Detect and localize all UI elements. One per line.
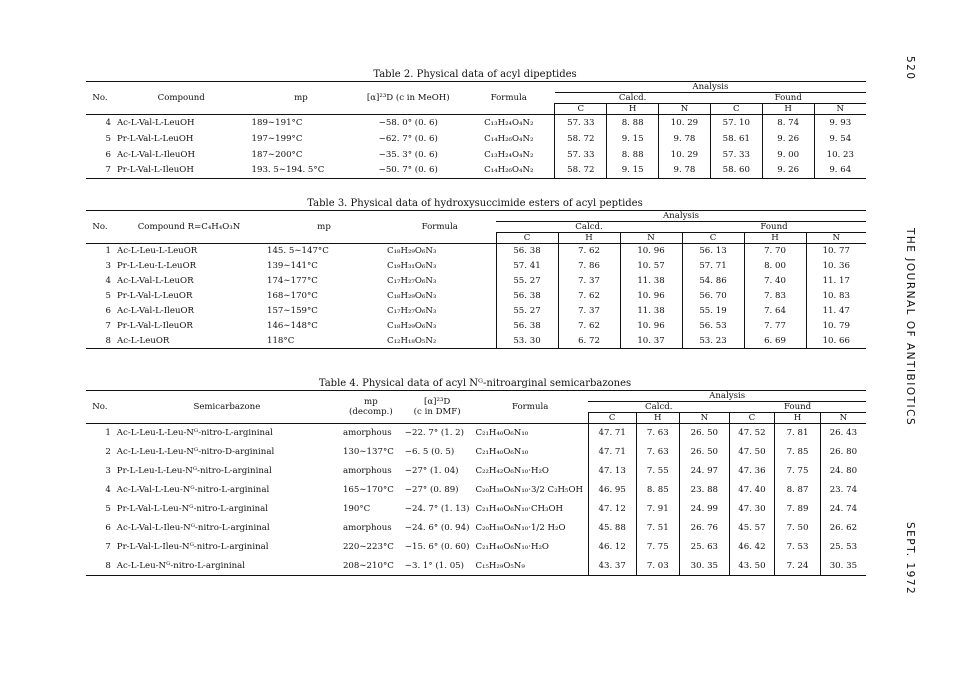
cell-mp: 145. 5∼147°C — [264, 244, 384, 259]
cell-rotation: −24. 6° (0. 94) — [404, 523, 470, 533]
col-header-rotation — [402, 391, 473, 424]
cell-rotation: −58. 0° (0. 6) — [353, 115, 463, 131]
cell-mp: 197∼199°C — [251, 133, 303, 144]
cell-no: 1 — [86, 244, 114, 259]
cell-found-h: 7. 83 — [744, 289, 806, 304]
table2 — [86, 81, 866, 179]
cell-calc-n: 10. 96 — [620, 319, 682, 334]
cell-found-c: 47. 36 — [729, 462, 775, 481]
cell-formula: C₂₁H₄₀O₆N₁₀·CH₃OH — [475, 504, 564, 514]
cell-no: 4 — [105, 485, 111, 495]
cell-calc-c: 56. 38 — [496, 289, 558, 304]
cell-compound: Ac-L-Leu-L-Leu-Nᴳ-nitro-D-argininal — [116, 447, 275, 457]
cell-no: 6 — [105, 149, 111, 160]
cell-found-c: 47. 30 — [729, 500, 775, 519]
cell-found-n: 24. 80 — [820, 462, 866, 481]
mp-sub-label: (decomp.) — [349, 407, 393, 417]
col-header-mp: mp — [249, 82, 354, 115]
cell-found-n: 9. 93 — [814, 115, 866, 131]
cell-calc-h: 7. 86 — [558, 259, 620, 274]
cell-formula: C₁₄H₂₆O₄N₂ — [463, 163, 555, 179]
table2-caption: Table 2. Physical data of acyl dipeptides — [373, 69, 577, 80]
cell-found-c: 47. 52 — [729, 424, 775, 443]
cell-found-n: 10. 23 — [814, 147, 866, 163]
cell-found-h: 7. 40 — [744, 274, 806, 289]
cell-mp: 146∼148°C — [267, 321, 318, 331]
cell-formula: C₁₃H₂₄O₄N₂ — [463, 115, 555, 131]
cell-found-h: 7. 50 — [775, 519, 821, 538]
cell-found-h: 7. 64 — [744, 304, 806, 319]
cell-calc-c: 55. 27 — [496, 274, 558, 289]
cell-formula: C₁₅H₂₉O₅N₉ — [472, 557, 588, 576]
table-row — [86, 289, 866, 304]
cell-rotation: −27° (0. 89) — [404, 485, 459, 495]
cell-calc-n: 11. 38 — [620, 274, 682, 289]
table4-caption: Table 4. Physical data of acyl Nᴳ-nitroarginal semicarbazones — [318, 378, 632, 389]
col-header-calc-c: C — [555, 104, 607, 115]
cell-no: 7 — [105, 542, 111, 552]
cell-calc-h: 7. 62 — [558, 289, 620, 304]
cell-calc-h: 7. 03 — [636, 557, 680, 576]
col-header-rotation: [α]²³D (c in MeOH) — [353, 82, 463, 115]
col-header-formula: Formula — [463, 82, 555, 115]
cell-mp: amorphous — [342, 523, 392, 533]
cell-calc-h: 7. 75 — [636, 538, 680, 557]
col-header-found: Found — [729, 402, 866, 413]
cell-calc-c: 46. 12 — [588, 538, 636, 557]
cell-mp: amorphous — [340, 424, 402, 443]
col-header-calcd: Calcd. — [555, 93, 711, 104]
col-header-no: No. — [86, 82, 114, 115]
table-row — [86, 538, 866, 557]
cell-mp: 190°C — [342, 504, 371, 514]
journal-name: THE JOURNAL OF ANTIBIOTICS — [904, 228, 916, 427]
cell-rotation: −15. 6° (0. 60) — [404, 542, 470, 552]
cell-calc-c: 58. 72 — [555, 163, 607, 179]
cell-calc-n: 10. 57 — [620, 259, 682, 274]
cell-rotation: −6. 5 (0. 5) — [404, 447, 455, 457]
cell-calc-n: 11. 38 — [620, 304, 682, 319]
cell-calc-c: 46. 95 — [588, 481, 636, 500]
cell-found-n: 9. 64 — [814, 163, 866, 179]
col-header-calc-c: C — [496, 233, 558, 244]
cell-calc-c: 55. 27 — [496, 304, 558, 319]
cell-compound: Ac-L-Val-L-Ileu-Nᴳ-nitro-L-argininal — [116, 523, 270, 533]
cell-no: 3 — [105, 466, 111, 476]
rotation-label: [α]²³D — [423, 397, 451, 407]
col-header-found-h: H — [775, 413, 821, 424]
table-row — [86, 131, 866, 147]
cell-calc-h: 8. 88 — [607, 115, 659, 131]
cell-rotation: −3. 1° (1. 05) — [402, 557, 473, 576]
cell-found-n: 10. 83 — [806, 289, 866, 304]
cell-formula: C₂₁H₄₀O₆N₁₀ — [472, 424, 588, 443]
cell-found-c: 47. 40 — [729, 481, 775, 500]
cell-calc-n: 26. 76 — [680, 519, 730, 538]
cell-calc-h: 7. 91 — [636, 500, 680, 519]
cell-no: 2 — [105, 447, 111, 457]
cell-compound: Pr-L-Leu-L-LeuOR — [117, 261, 197, 271]
cell-formula: C₂₂H₄₂O₆N₁₀·H₂O — [475, 466, 549, 476]
cell-no: 8 — [86, 334, 114, 349]
cell-mp: 189∼191°C — [249, 115, 354, 131]
cell-calc-c: 45. 88 — [588, 519, 636, 538]
cell-compound: Pr-L-Val-L-LeuOR — [117, 291, 193, 301]
cell-found-h: 7. 81 — [775, 424, 821, 443]
table-row — [86, 319, 866, 334]
cell-calc-n: 9. 78 — [659, 163, 711, 179]
cell-mp: 208∼210°C — [340, 557, 402, 576]
cell-calc-h: 8. 85 — [636, 481, 680, 500]
cell-compound: Ac-L-Val-L-IleuOR — [117, 306, 194, 316]
col-header-calc-n: N — [680, 413, 730, 424]
cell-found-n: 25. 53 — [820, 538, 866, 557]
table3 — [86, 210, 866, 349]
col-header-mp — [340, 391, 402, 424]
cell-mp: 118°C — [264, 334, 384, 349]
col-header-formula: Formula — [384, 211, 496, 244]
table-row — [86, 462, 866, 481]
cell-found-c: 56. 13 — [682, 244, 744, 259]
cell-found-n: 9. 54 — [814, 131, 866, 147]
rotation-sub-label: (c in DMF) — [413, 407, 461, 417]
cell-found-h: 7. 24 — [775, 557, 821, 576]
cell-calc-c: 57. 33 — [555, 115, 607, 131]
cell-found-c: 58. 61 — [710, 131, 762, 147]
cell-found-h: 7. 89 — [775, 500, 821, 519]
cell-no: 7 — [86, 163, 114, 179]
cell-mp: 157∼159°C — [267, 306, 318, 316]
cell-rotation: −62. 7° (0. 6) — [378, 133, 438, 144]
cell-calc-h: 7. 51 — [636, 519, 680, 538]
cell-found-h: 7. 77 — [744, 319, 806, 334]
cell-mp: 220∼223°C — [342, 542, 394, 552]
cell-calc-h: 7. 63 — [636, 443, 680, 462]
cell-calc-n: 23. 88 — [680, 481, 730, 500]
cell-compound: Ac-L-Val-L-IleuOH — [116, 149, 195, 160]
cell-calc-h: 7. 63 — [636, 424, 680, 443]
cell-compound: Pr-L-Val-L-Leu-Nᴳ-nitro-L-argininal — [116, 504, 269, 514]
col-header-calcd: Calcd. — [496, 222, 682, 233]
page-number: 520 — [904, 56, 916, 81]
cell-found-h: 7. 75 — [775, 462, 821, 481]
cell-found-c: 54. 86 — [682, 274, 744, 289]
col-header-compound: Compound — [114, 82, 249, 115]
cell-calc-c: 47. 71 — [588, 443, 636, 462]
table-row — [86, 424, 866, 443]
cell-calc-n: 10. 29 — [659, 115, 711, 131]
cell-calc-h: 7. 62 — [558, 319, 620, 334]
cell-no: 7 — [105, 321, 111, 331]
cell-calc-h: 9. 15 — [607, 163, 659, 179]
table-row — [86, 147, 866, 163]
col-header-calcd: Calcd. — [588, 402, 729, 413]
col-header-compound: Semicarbazone — [114, 391, 340, 424]
cell-no: 8 — [86, 557, 114, 576]
col-header-analysis: Analysis — [555, 82, 866, 93]
cell-found-c: 56. 53 — [682, 319, 744, 334]
cell-compound: Pr-L-Leu-L-Leu-Nᴳ-nitro-L-argininal — [116, 466, 272, 476]
cell-no: 5 — [105, 504, 111, 514]
cell-found-n: 10. 36 — [806, 259, 866, 274]
cell-found-h: 9. 00 — [762, 147, 814, 163]
cell-found-c: 53. 23 — [682, 334, 744, 349]
col-header-found: Found — [682, 222, 866, 233]
cell-formula: C₁₇H₂₇O₆N₃ — [387, 276, 437, 286]
table3-caption: Table 3. Physical data of hydroxysuccimide esters of acyl peptides — [307, 198, 643, 209]
cell-formula: C₂₁H₄₀O₆N₁₀·H₂O — [475, 542, 549, 552]
cell-calc-n: 10. 96 — [620, 289, 682, 304]
cell-calc-n: 30. 35 — [680, 557, 730, 576]
cell-no: 4 — [105, 276, 111, 286]
col-header-found-n: N — [814, 104, 866, 115]
col-header-calc-c: C — [588, 413, 636, 424]
cell-formula: C₁₈H₂₉O₆N₃ — [387, 291, 437, 301]
cell-calc-n: 26. 50 — [680, 443, 730, 462]
cell-found-n: 26. 80 — [820, 443, 866, 462]
cell-calc-n: 24. 99 — [680, 500, 730, 519]
cell-found-n: 10. 66 — [806, 334, 866, 349]
col-header-found-c: C — [710, 104, 762, 115]
cell-found-h: 8. 00 — [744, 259, 806, 274]
table-row — [86, 259, 866, 274]
cell-compound: Pr-L-Val-L-IleuOH — [114, 163, 249, 179]
cell-calc-c: 47. 13 — [588, 462, 636, 481]
cell-calc-c: 43. 37 — [588, 557, 636, 576]
table-row — [86, 443, 866, 462]
cell-formula: C₁₄H₂₆O₄N₂ — [484, 133, 534, 144]
cell-calc-h: 9. 15 — [607, 131, 659, 147]
col-header-found-h: H — [762, 104, 814, 115]
cell-found-c: 58. 60 — [710, 163, 762, 179]
cell-no: 4 — [86, 115, 114, 131]
cell-formula: C₁₇H₂₇O₆N₃ — [387, 306, 437, 316]
col-header-analysis: Analysis — [588, 391, 866, 402]
cell-formula: C₂₁H₄₀O₆N₁₀ — [475, 447, 529, 457]
table-row — [86, 304, 866, 319]
table-row — [86, 557, 866, 576]
cell-found-n: 26. 43 — [820, 424, 866, 443]
cell-found-c: 47. 50 — [729, 443, 775, 462]
cell-no: 6 — [105, 523, 111, 533]
cell-found-c: 43. 50 — [729, 557, 775, 576]
table4 — [86, 390, 866, 576]
cell-found-c: 46. 42 — [729, 538, 775, 557]
cell-rotation: −24. 7° (1. 13) — [404, 504, 470, 514]
cell-compound: Ac-L-Leu-L-Leu-Nᴳ-nitro-L-argininal — [114, 424, 340, 443]
cell-found-h: 7. 53 — [775, 538, 821, 557]
col-header-calc-h: H — [558, 233, 620, 244]
cell-calc-h: 7. 62 — [558, 244, 620, 259]
cell-compound: Ac-L-Val-L-Leu-Nᴳ-nitro-L-argininal — [116, 485, 270, 495]
cell-calc-c: 47. 12 — [588, 500, 636, 519]
cell-calc-h: 7. 37 — [558, 274, 620, 289]
table-row — [86, 274, 866, 289]
cell-found-h: 8. 87 — [775, 481, 821, 500]
table-row — [86, 163, 866, 179]
cell-calc-c: 56. 38 — [496, 319, 558, 334]
col-header-formula: Formula — [472, 391, 588, 424]
cell-calc-n: 9. 78 — [659, 131, 711, 147]
table-row — [86, 115, 866, 131]
col-header-analysis: Analysis — [496, 211, 866, 222]
cell-found-n: 11. 47 — [806, 304, 866, 319]
cell-no: 6 — [105, 306, 111, 316]
cell-found-h: 8. 74 — [762, 115, 814, 131]
cell-calc-c: 47. 71 — [588, 424, 636, 443]
cell-calc-n: 10. 96 — [620, 244, 682, 259]
col-header-calc-n: N — [620, 233, 682, 244]
cell-no: 3 — [105, 261, 111, 271]
cell-mp: 168∼170°C — [267, 291, 318, 301]
cell-formula: C₂₀H₃₈O₆N₁₀·3/2 C₂H₅OH — [475, 485, 584, 495]
cell-mp: 193. 5∼194. 5°C — [249, 163, 354, 179]
cell-found-h: 9. 26 — [762, 163, 814, 179]
col-header-no: No. — [86, 211, 114, 244]
col-header-calc-h: H — [607, 104, 659, 115]
cell-calc-n: 10. 29 — [659, 147, 711, 163]
cell-found-c: 57. 71 — [682, 259, 744, 274]
cell-found-h: 6. 69 — [744, 334, 806, 349]
mp-label: mp — [364, 397, 378, 407]
cell-found-h: 9. 26 — [762, 131, 814, 147]
cell-no: 5 — [105, 133, 111, 144]
cell-compound: Ac-L-Val-L-LeuOH — [114, 115, 249, 131]
cell-found-c: 55. 19 — [682, 304, 744, 319]
cell-calc-n: 24. 97 — [680, 462, 730, 481]
cell-rotation: −35. 3° (0. 6) — [378, 149, 438, 160]
cell-mp: 165∼170°C — [342, 485, 394, 495]
cell-mp: 139∼141°C — [267, 261, 318, 271]
cell-found-c: 57. 10 — [710, 115, 762, 131]
cell-mp: 174∼177°C — [267, 276, 318, 286]
col-header-calc-h: H — [636, 413, 680, 424]
cell-compound: Pr-L-Val-L-Ileu-Nᴳ-nitro-L-argininal — [116, 542, 269, 552]
col-header-no: No. — [86, 391, 114, 424]
table-row — [86, 481, 866, 500]
cell-calc-h: 7. 37 — [558, 304, 620, 319]
cell-formula: C₁₈H₂₉O₆N₃ — [387, 321, 437, 331]
cell-no: 5 — [105, 291, 111, 301]
cell-found-h: 7. 85 — [775, 443, 821, 462]
cell-found-n: 23. 74 — [820, 481, 866, 500]
cell-rotation: −22. 7° (1. 2) — [402, 424, 473, 443]
cell-compound: Ac-L-Val-L-LeuOR — [117, 276, 194, 286]
cell-compound: Pr-L-Val-L-IleuOR — [117, 321, 193, 331]
col-header-compound: Compound R=C₄H₄O₃N — [114, 211, 264, 244]
table-row — [86, 519, 866, 538]
cell-formula: C₁₃H₂₄O₄N₂ — [484, 149, 534, 160]
cell-calc-c: 56. 38 — [496, 244, 558, 259]
cell-formula: C₁₈H₂₉O₆N₃ — [384, 244, 496, 259]
cell-compound: Ac-L-Leu-L-LeuOR — [114, 244, 264, 259]
table-row — [86, 500, 866, 519]
cell-rotation: −50. 7° (0. 6) — [353, 163, 463, 179]
cell-calc-c: 58. 72 — [555, 131, 607, 147]
col-header-found: Found — [710, 93, 866, 104]
cell-found-n: 24. 74 — [820, 500, 866, 519]
cell-compound: Ac-L-LeuOR — [114, 334, 264, 349]
cell-formula: C₁₉H₃₁O₆N₃ — [387, 261, 437, 271]
col-header-found-c: C — [729, 413, 775, 424]
table-row — [86, 334, 866, 349]
journal-date: SEPT. 1972 — [904, 522, 916, 596]
cell-found-n: 26. 62 — [820, 519, 866, 538]
cell-compound: Pr-L-Val-L-LeuOH — [116, 133, 194, 144]
col-header-found-c: C — [682, 233, 744, 244]
cell-found-c: 57. 33 — [710, 147, 762, 163]
table-row — [86, 244, 866, 259]
cell-calc-n: 10. 37 — [620, 334, 682, 349]
cell-found-c: 45. 57 — [729, 519, 775, 538]
col-header-mp: mp — [264, 211, 384, 244]
cell-no: 1 — [86, 424, 114, 443]
cell-calc-h: 8. 88 — [607, 147, 659, 163]
cell-found-c: 56. 70 — [682, 289, 744, 304]
cell-compound: Ac-L-Leu-Nᴳ-nitro-L-argininal — [114, 557, 340, 576]
cell-calc-c: 57. 41 — [496, 259, 558, 274]
col-header-calc-n: N — [659, 104, 711, 115]
cell-calc-c: 57. 33 — [555, 147, 607, 163]
col-header-found-n: N — [806, 233, 866, 244]
cell-found-n: 10. 77 — [806, 244, 866, 259]
cell-mp: 187∼200°C — [251, 149, 303, 160]
cell-formula: C₂₀H₃₈O₆N₁₀·1/2 H₂O — [475, 523, 566, 533]
cell-found-n: 11. 17 — [806, 274, 866, 289]
cell-found-n: 10. 79 — [806, 319, 866, 334]
cell-calc-h: 7. 55 — [636, 462, 680, 481]
cell-found-n: 30. 35 — [820, 557, 866, 576]
cell-found-h: 7. 70 — [744, 244, 806, 259]
cell-calc-n: 25. 63 — [680, 538, 730, 557]
cell-mp: 130∼137°C — [342, 447, 394, 457]
cell-calc-n: 26. 50 — [680, 424, 730, 443]
cell-mp: amorphous — [342, 466, 392, 476]
col-header-found-n: N — [820, 413, 866, 424]
cell-rotation: −27° (1. 04) — [404, 466, 459, 476]
col-header-found-h: H — [744, 233, 806, 244]
cell-calc-c: 53. 30 — [496, 334, 558, 349]
cell-calc-h: 6. 72 — [558, 334, 620, 349]
cell-formula: C₁₂H₁₈O₅N₂ — [384, 334, 496, 349]
